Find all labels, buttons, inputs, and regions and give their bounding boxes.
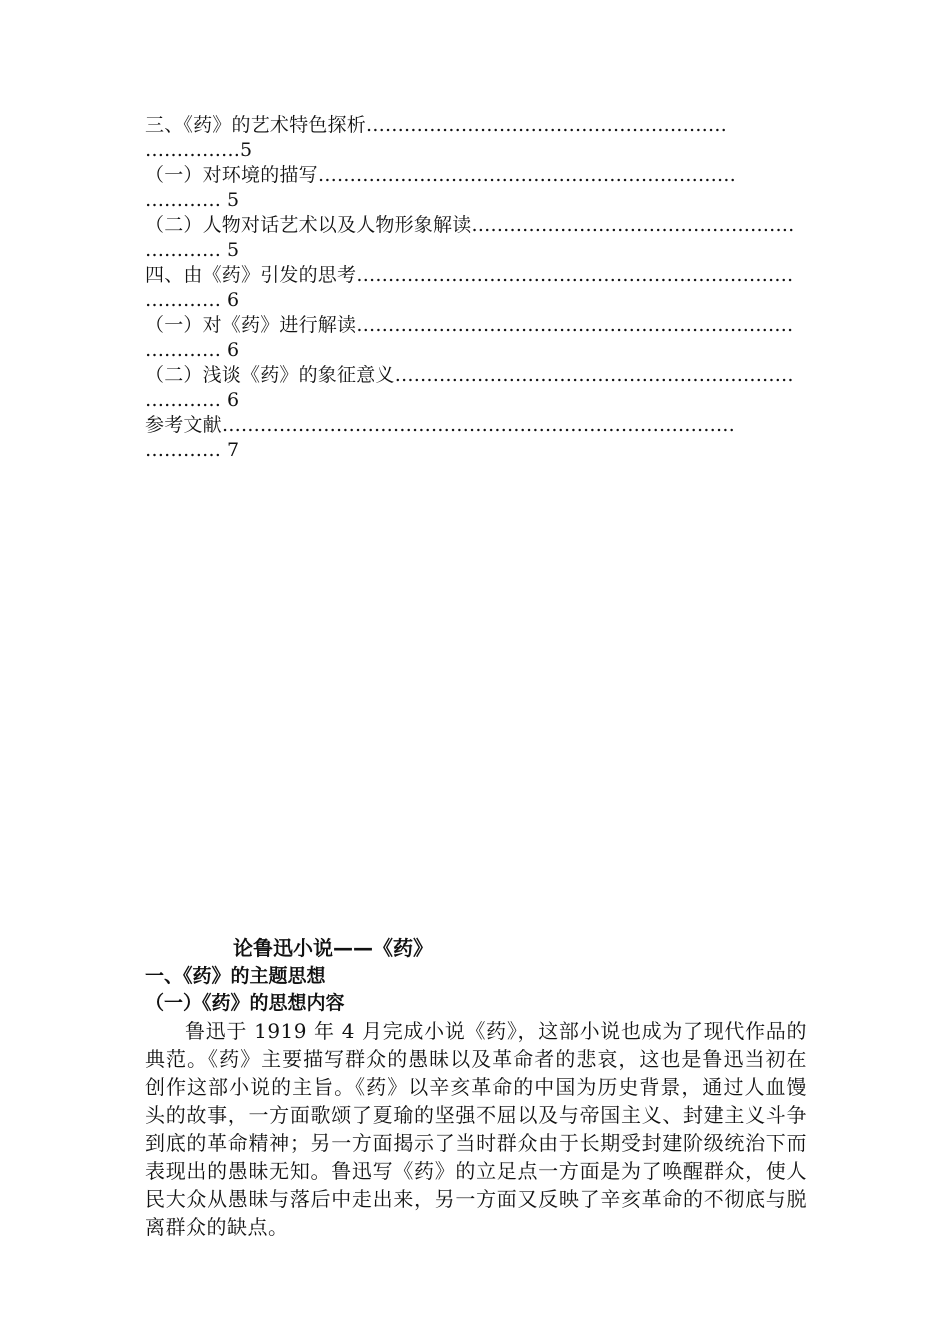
toc-page-number: 6 [227, 289, 240, 311]
toc-page-number: 5 [227, 189, 240, 211]
toc-page-number: 5 [240, 139, 253, 161]
toc-leader-dots: ……………………………………………………… [394, 364, 794, 386]
body-paragraph: 鲁迅于 1919 年 4 月完成小说《药》，这部小说也成为了现代作品的典范。《药》主要描写群众的愚昧以及革命者的悲哀，这也是鲁迅当初在创作这部小说的主旨。《药》以辛亥革命的中国为历史背景，通过人血馒头的故事，一方面歌颂了夏瑜的坚强不屈以及与帝国主义、封建主义斗争到底的革命精神；另一方面揭示了当时群众由于长期受封建阶级统治下而表现出的愚昧无知。鲁迅写《药》的立足点一方面是为了唤醒群众，使人民大众从愚昧与落后中走出来，另一方面又反映了辛亥革命的不彻底与脱离群众的缺点。 [145, 1019, 807, 1239]
article-title: 论鲁迅小说——《药》 [233, 936, 433, 960]
toc-entry-text: 三、《药》的艺术特色探析 [145, 114, 366, 136]
toc-leader-dots: ………… [145, 339, 228, 361]
toc-leader-dots: ………… [145, 239, 228, 261]
toc-entry-text: （二）浅谈《药》的象征意义 [145, 364, 395, 386]
toc-page-number: 5 [227, 239, 240, 261]
toc-entry[interactable] [145, 163, 815, 213]
subsection-heading: （一）《药》的思想内容 [145, 992, 345, 1014]
toc-leader-dots: ………… [145, 289, 228, 311]
toc-entry-text: 四、由《药》引发的思考 [145, 264, 357, 286]
section-heading: 一、《药》的主题思想 [145, 965, 326, 987]
article [145, 933, 807, 1241]
toc-entry[interactable] [145, 263, 815, 313]
toc-entry[interactable] [145, 313, 815, 363]
toc-leader-dots: ………… [145, 389, 228, 411]
toc-entry-text: 参考文献 [145, 414, 222, 436]
toc-leader-dots: ……………………………………………………………………… [221, 414, 735, 436]
toc-entry-text: （二）人物对话艺术以及人物形象解读 [145, 214, 472, 236]
toc-entry[interactable] [145, 113, 815, 163]
toc-leader-dots: …………… [145, 139, 240, 161]
toc-page-number: 6 [227, 339, 240, 361]
toc-leader-dots: ………… [145, 189, 228, 211]
toc-leader-dots: …………………………………………… [471, 214, 795, 236]
toc-entry[interactable] [145, 213, 815, 263]
table-of-contents [145, 113, 815, 463]
toc-page-number: 6 [227, 389, 240, 411]
toc-entry-text: （一）对环境的描写 [145, 164, 318, 186]
toc-leader-dots: ………… [145, 439, 228, 461]
toc-leader-dots: ………………………………………………… [365, 114, 727, 136]
toc-leader-dots: …………………………………………………………… [356, 314, 794, 336]
toc-entry[interactable] [145, 413, 815, 463]
toc-entry-text: （一）对《药》进行解读 [145, 314, 357, 336]
toc-leader-dots: …………………………………………………………… [356, 264, 794, 286]
toc-entry[interactable] [145, 363, 815, 413]
toc-page-number: 7 [227, 439, 240, 461]
toc-leader-dots: ………………………………………………………… [317, 164, 736, 186]
